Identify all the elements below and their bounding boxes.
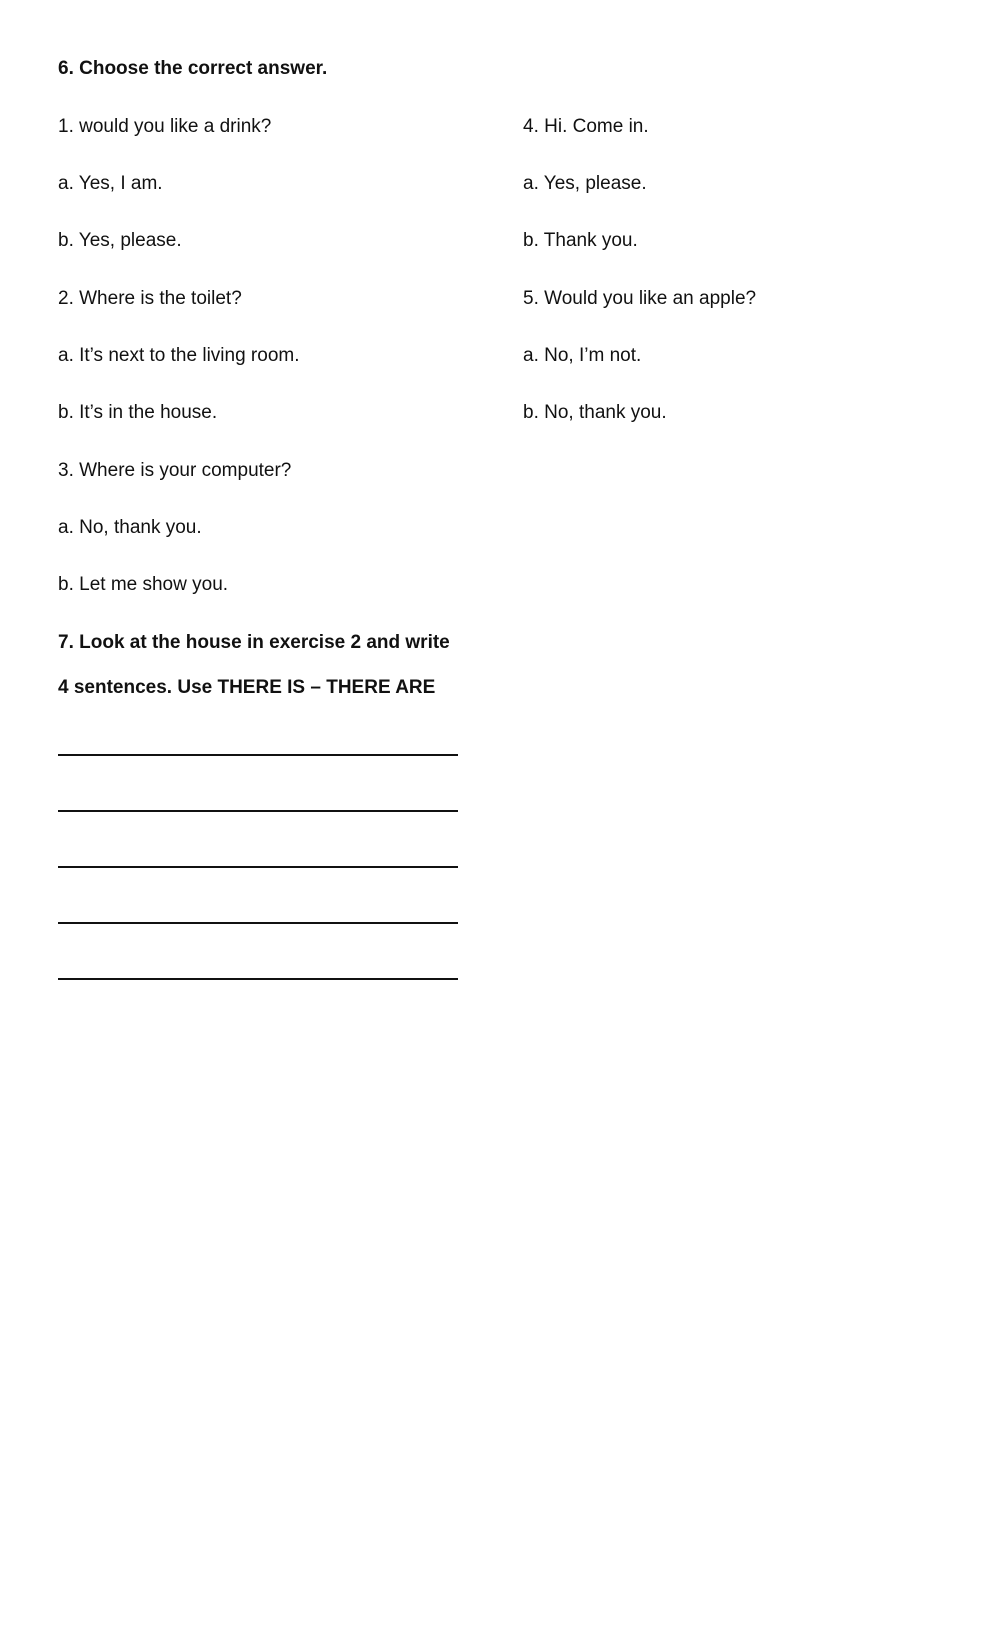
question-1-prompt: 1. would you like a drink? (58, 116, 272, 137)
question-1-option-b[interactable]: b. Yes, please. (58, 230, 182, 251)
question-1-option-a[interactable]: a. Yes, I am. (58, 173, 163, 194)
answer-line-4[interactable] (58, 922, 458, 924)
question-2-prompt: 2. Where is the toilet? (58, 288, 242, 309)
question-4-option-b[interactable]: b. Thank you. (523, 230, 638, 251)
answer-line-1[interactable] (58, 754, 458, 756)
question-2-option-b[interactable]: b. It’s in the house. (58, 402, 218, 423)
question-3-prompt: 3. Where is your computer? (58, 460, 292, 481)
question-5-option-b[interactable]: b. No, thank you. (523, 402, 667, 423)
answer-line-5[interactable] (58, 978, 458, 980)
exercise-7-title-line-2: 4 sentences. Use THERE IS – THERE ARE (58, 677, 436, 698)
question-5-prompt: 5. Would you like an apple? (523, 288, 757, 309)
question-4-prompt: 4. Hi. Come in. (523, 116, 649, 137)
question-3-option-b[interactable]: b. Let me show you. (58, 574, 229, 595)
question-2-option-a[interactable]: a. It’s next to the living room. (58, 345, 300, 366)
question-5-option-a[interactable]: a. No, I’m not. (523, 345, 642, 366)
answer-line-3[interactable] (58, 866, 458, 868)
exercise-6-title: 6. Choose the correct answer. (58, 58, 328, 79)
exercise-7-title-line-1: 7. Look at the house in exercise 2 and write (58, 632, 450, 653)
question-3-option-a[interactable]: a. No, thank you. (58, 517, 202, 538)
answer-line-2[interactable] (58, 810, 458, 812)
question-4-option-a[interactable]: a. Yes, please. (523, 173, 647, 194)
